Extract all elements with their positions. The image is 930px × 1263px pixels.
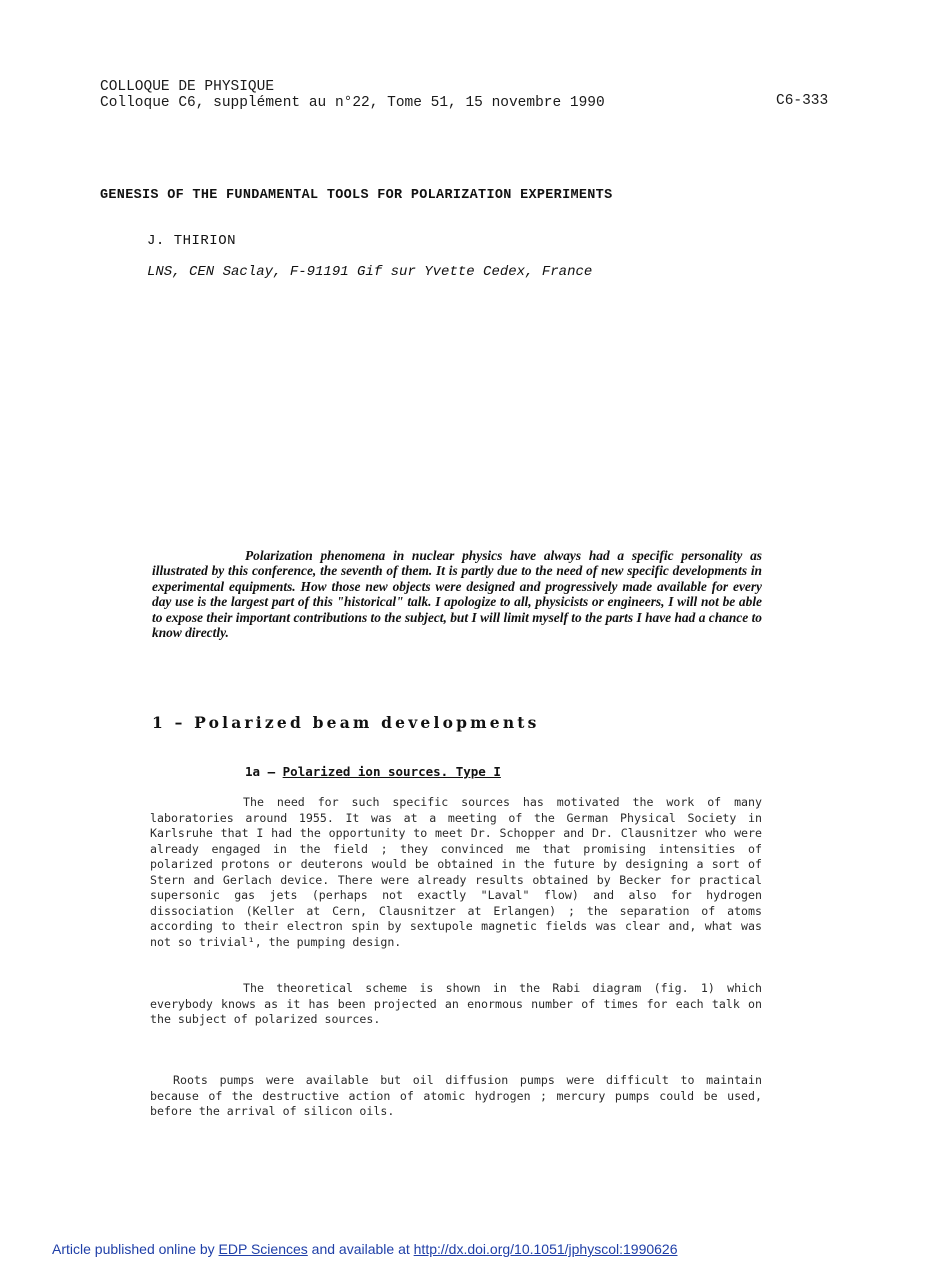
publisher-link[interactable]: EDP Sciences bbox=[218, 1241, 308, 1257]
body-paragraph-1: The need for such specific sources has motivated the work of many laboratories around 1955. It was at a meeting of the German Physical Society in Karlsruhe that I had the opportunity to meet Dr. Schopper and Dr. Clausnitzer who were already engaged in the field ; they convinced me that promising intensities of polarized protons or deuterons would be obtained in the future by designing a sort of Stern and Gerlach device. There were already results obtained by Becker for practical supersonic gas jets (perhaps not exactly "Laval" flow) and also for hydrogen dissociation (Keller at Cern, Clausnitzer at Erlangen) ; the separation of atoms according to their electron spin by sextupole magnetic fields was clear and, what was not so trivial¹, the pumping design. bbox=[150, 795, 762, 949]
body-paragraph-2: The theoretical scheme is shown in the Rabi diagram (fig. 1) which everybody knows as it has been projected an enormous number of times for each talk on the subject of polarized sources. bbox=[150, 981, 762, 1026]
abstract: Polarization phenomena in nuclear physics have always had a specific personality as illustrated by this conference, the seventh of them. It is partly due to the need of new specific developments in experimental equipments. How those new objects were designed and progressively made available for every day use is the largest part of this "historical" talk. I apologize to all, physicists or engineers, I will not be able to expose their important contributions to the subject, but I will limit myself to the parts I have had a chance to know directly. bbox=[152, 548, 762, 641]
page-number: C6-333 bbox=[776, 93, 829, 109]
publication-footer bbox=[52, 1241, 678, 1258]
footnote: Roots pumps were available but oil diffusion pumps were difficult to maintain because of the destructive action of atomic hydrogen ; mercury pumps could be used, before the arrival of silicon oils. bbox=[150, 1073, 762, 1118]
subsection-prefix: 1a – bbox=[245, 764, 283, 779]
author-name: J. THIRION bbox=[147, 233, 237, 249]
paper-title: GENESIS OF THE FUNDAMENTAL TOOLS FOR POLARIZATION EXPERIMENTS bbox=[100, 188, 613, 203]
footer-prefix: Article published online by bbox=[52, 1241, 219, 1257]
doi-link[interactable]: http://dx.doi.org/10.1051/jphyscol:1990626 bbox=[413, 1241, 678, 1257]
author-affiliation: LNS, CEN Saclay, F-91191 Gif sur Yvette Cedex, France bbox=[147, 264, 593, 280]
footer-middle: and available at bbox=[307, 1241, 414, 1257]
section-heading: 1 – Polarized beam developments bbox=[152, 713, 540, 732]
journal-name: COLLOQUE DE PHYSIQUE bbox=[100, 79, 275, 95]
subsection-heading bbox=[245, 764, 501, 779]
issue-info: Colloque C6, supplément au n°22, Tome 51, 15 novembre 1990 bbox=[100, 95, 605, 111]
subsection-title: Polarized ion sources. Type I bbox=[282, 764, 501, 779]
